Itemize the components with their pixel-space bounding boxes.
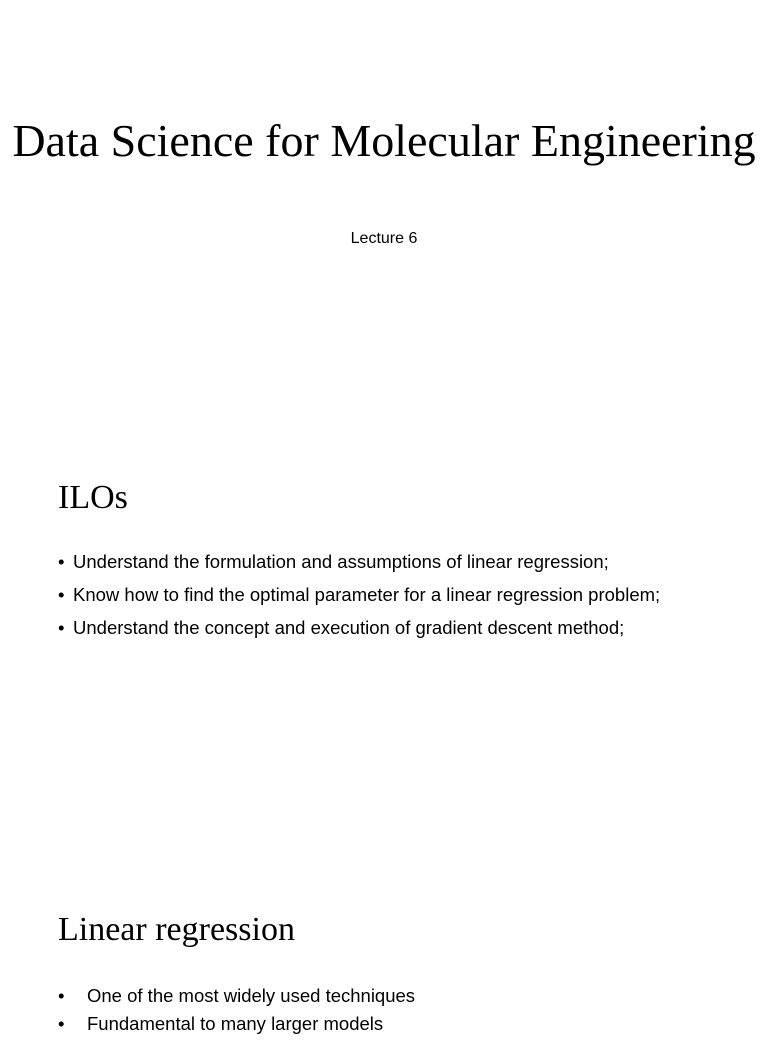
bullet-icon: • bbox=[58, 584, 65, 605]
lecture-subtitle: Lecture 6 bbox=[350, 230, 418, 247]
bullet-icon: • bbox=[58, 617, 65, 638]
bullet-list bbox=[58, 550, 718, 649]
bullet-icon: • bbox=[58, 985, 65, 1006]
list-item-text: Fundamental to many larger models bbox=[87, 1013, 384, 1034]
bullet-list bbox=[58, 984, 718, 1040]
list-item-text: Understand the formulation and assumptions of linear regression; bbox=[73, 551, 609, 572]
slide-heading: ILOs bbox=[58, 479, 128, 516]
presentation-title: Data Science for Molecular Engineering bbox=[12, 115, 756, 166]
list-item-text: Understand the concept and execution of gradient descent method; bbox=[73, 617, 625, 638]
list-item bbox=[58, 1012, 718, 1036]
list-item bbox=[58, 616, 718, 640]
list-item bbox=[58, 583, 718, 607]
title-slide bbox=[0, 0, 768, 432]
list-item bbox=[58, 550, 718, 574]
ilos-slide bbox=[0, 432, 768, 864]
list-item-text: Know how to find the optimal parameter for a linear regression problem; bbox=[73, 584, 661, 605]
linear-regression-slide bbox=[0, 864, 768, 1034]
slide-heading: Linear regression bbox=[58, 911, 295, 948]
bullet-icon: • bbox=[58, 1013, 65, 1034]
list-item-text: One of the most widely used techniques bbox=[87, 985, 416, 1006]
bullet-icon: • bbox=[58, 551, 65, 572]
list-item bbox=[58, 984, 718, 1008]
